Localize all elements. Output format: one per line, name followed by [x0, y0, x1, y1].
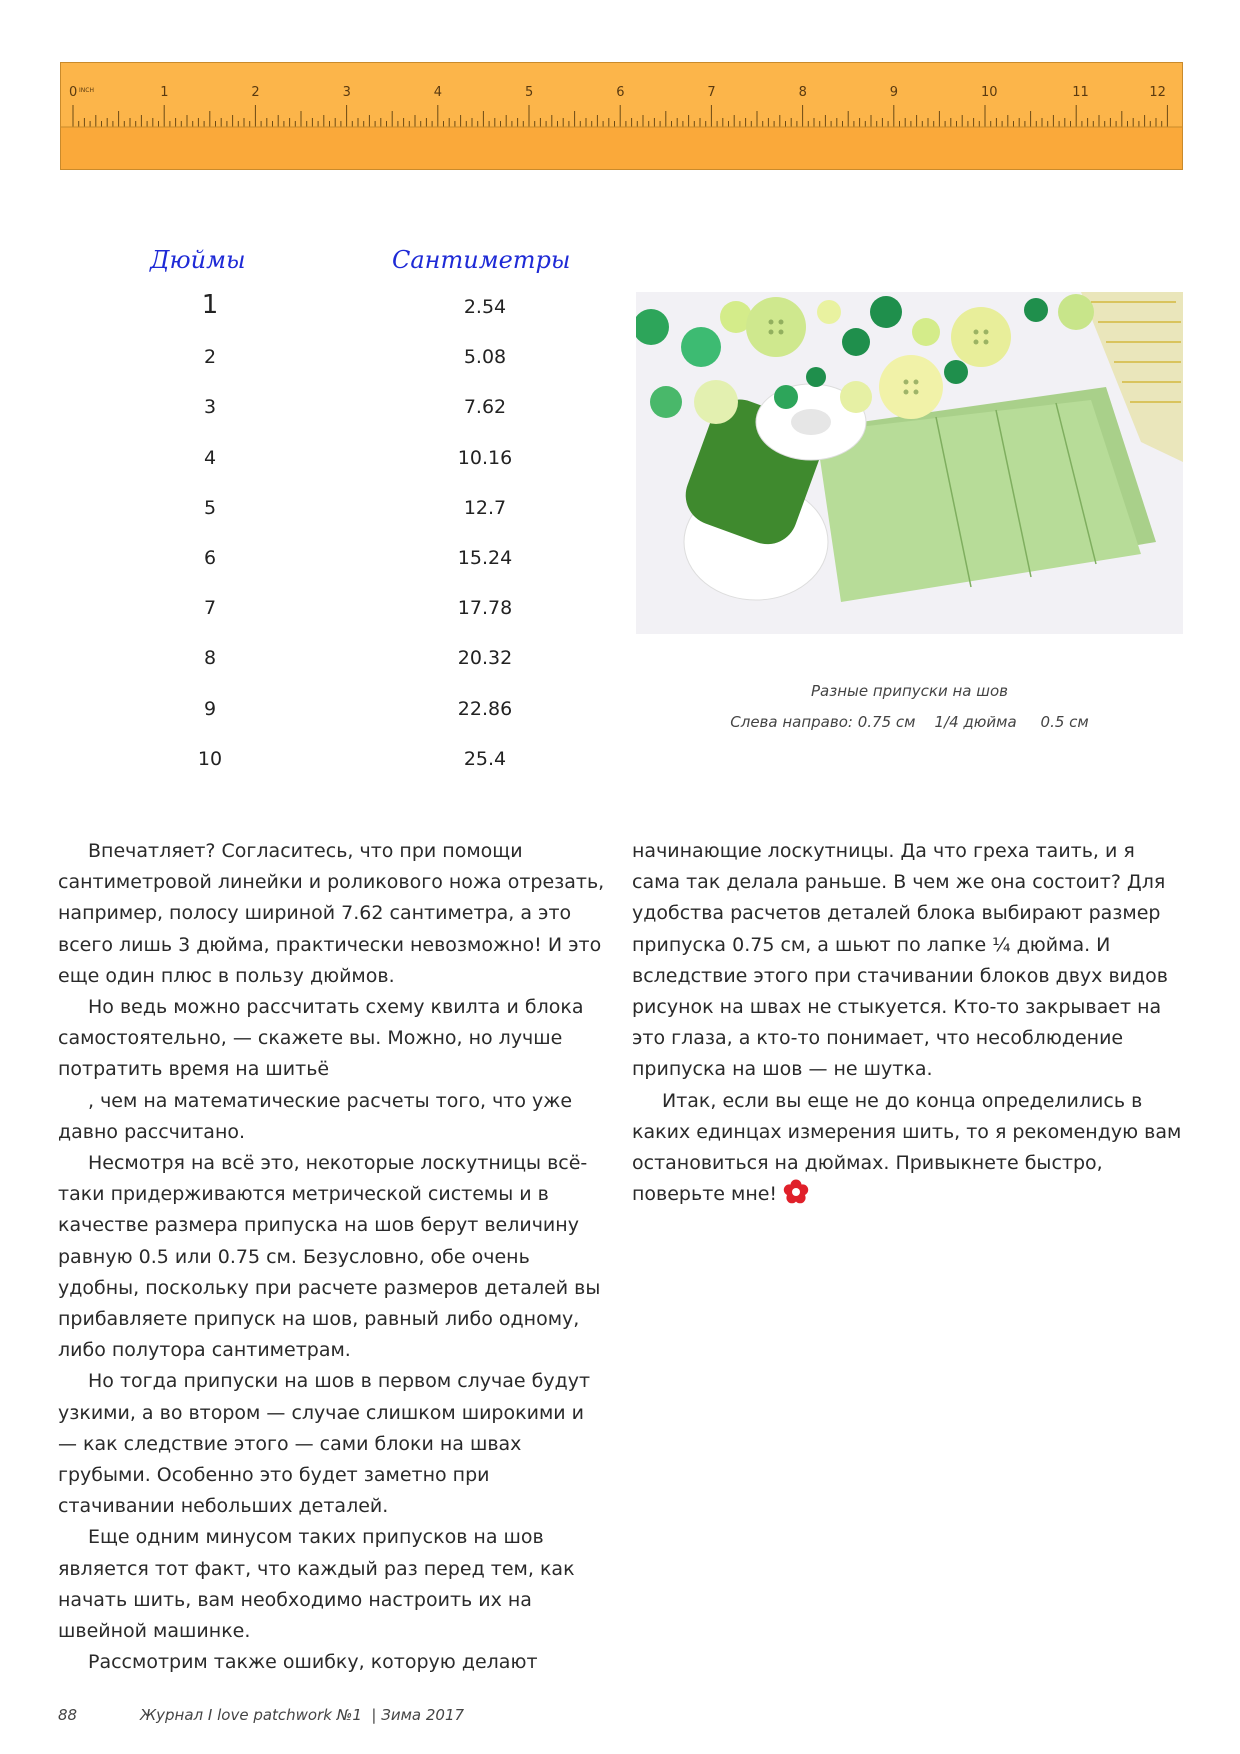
ruler-number: 6 [616, 85, 625, 100]
table-row [0, 497, 600, 537]
paragraph: Но ведь можно рассчитать схему квилта и блока самостоятельно, — скажете вы. Можно, но лучше потратить время на шитьё [58, 996, 584, 1081]
table-header-inches: Дюймы [150, 246, 246, 274]
ruler-number: 8 [798, 85, 807, 100]
ruler-number: 9 [889, 85, 899, 100]
photo-caption-details: Слева направо: 0.75 см 1/4 дюйма 0.5 см [730, 713, 1089, 731]
cell-inches: 2 [203, 346, 217, 368]
paragraph: , чем на математические расчеты того, что уже давно рассчитано. [58, 1089, 573, 1143]
photo-buttons-thread-fabric [636, 292, 1183, 634]
ruler-number: 10 [981, 85, 998, 100]
cell-centimeters: 20.32 [457, 647, 513, 669]
ruler-number: 2 [251, 85, 260, 100]
paragraph: начинающие лоскутницы. Да что греха таить, и я сама так делала раньше. В чем же она состоит? Для удобства расчетов деталей блока выбирают размер припуска 0.75 см, а шьют по лапке ¼ дюйма. И вследствие этого при стачивании блоков двух видов рисунок на швах не стыкуется. Кто-то закрывает на это глаза, а кто-то понимает, что несоблюдение припуска на шов — не шутка. [632, 840, 1168, 1081]
flower-icon [783, 1179, 809, 1205]
table-row [0, 447, 600, 487]
table-row [0, 547, 600, 587]
ruler-number: 4 [433, 85, 443, 100]
cell-inches: 3 [203, 396, 217, 418]
table-row [0, 647, 600, 687]
cell-centimeters: 5.08 [463, 346, 507, 368]
ruler-number: 5 [525, 85, 534, 100]
ruler-number: 0 [69, 85, 78, 100]
ruler-graphic [60, 62, 1183, 170]
cell-centimeters: 15.24 [457, 547, 513, 569]
ruler-number: 1 [160, 85, 169, 100]
cell-centimeters: 25.4 [463, 748, 507, 770]
paragraph: Несмотря на всё это, некоторые лоскутницы всё-таки придерживаются метрической системы и в качестве размера припуска на шов берут величину равную 0.5 или 0.75 см. Безусловно, обе очень удобны, поскольку при расчете размеров деталей вы прибавляете припуск на шов, равный либо одному, либо полутора сантиметрам. [58, 1152, 601, 1362]
ruler-ticks [61, 63, 1183, 170]
paragraph-final [632, 1086, 1182, 1211]
table-header-centimeters: Сантиметры [392, 246, 571, 274]
cell-centimeters: 17.78 [457, 597, 513, 619]
table-row [0, 698, 600, 738]
photo-caption-title: Разные припуски на шов [811, 682, 1008, 700]
ruler-number: 3 [342, 85, 351, 100]
cell-inches: 6 [203, 547, 217, 569]
article-column-left [58, 836, 608, 1678]
cell-centimeters: 22.86 [457, 698, 513, 720]
cell-inches: 1 [201, 290, 219, 320]
article-column-right [632, 836, 1182, 1210]
table-row [0, 748, 600, 788]
footer-magazine-title: Журнал I love patchwork №1 | Зима 2017 [140, 1706, 465, 1724]
cell-inches: 10 [197, 748, 223, 770]
cell-centimeters: 2.54 [463, 296, 507, 318]
cell-centimeters: 7.62 [463, 396, 507, 418]
cell-inches: 5 [203, 497, 217, 519]
cell-inches: 4 [203, 447, 217, 469]
cell-inches: 9 [203, 698, 217, 720]
photo-illustration [636, 292, 1183, 634]
table-row [0, 597, 600, 637]
paragraph: Но тогда припуски на шов в первом случае будут узкими, а во втором — случае слишком широкими и — как следствие этого — сами блоки на швах грубыми. Особенно это будет заметно при стачивании небольших деталей. [58, 1370, 591, 1518]
table-row [0, 290, 600, 336]
ruler-number: 7 [707, 85, 716, 100]
cell-centimeters: 12.7 [463, 497, 507, 519]
ruler-number: 12 [1149, 85, 1166, 100]
paragraph: Рассмотрим также ошибку, которую делают [88, 1651, 538, 1674]
ruler-unit-label: INCH [79, 87, 94, 94]
paragraph-final-text: Итак, если вы еще не до конца определились в каких единцах измерения шить, то я рекомендую вам остановиться на дюймах. Привыкнете быстро, поверьте мне! [632, 1089, 1182, 1206]
table-row [0, 346, 600, 386]
cell-inches: 7 [203, 597, 217, 619]
cell-centimeters: 10.16 [457, 447, 513, 469]
table-row [0, 396, 600, 436]
ruler-number: 11 [1072, 85, 1089, 100]
footer-page-number: 88 [58, 1706, 78, 1724]
cell-inches: 8 [203, 647, 217, 669]
paragraph: Впечатляет? Согласитесь, что при помощи сантиметровой линейки и роликового ножа отрезать, например, полосу шириной 7.62 сантиметра, а это всего лишь 3 дюйма, практически невозможно! И это еще один плюс в пользу дюймов. [58, 840, 605, 987]
paragraph: Еще одним минусом таких припусков на шов является тот факт, что каждый раз перед тем, как начать шить, вам необходимо настроить их на швейной машинке. [58, 1526, 575, 1643]
